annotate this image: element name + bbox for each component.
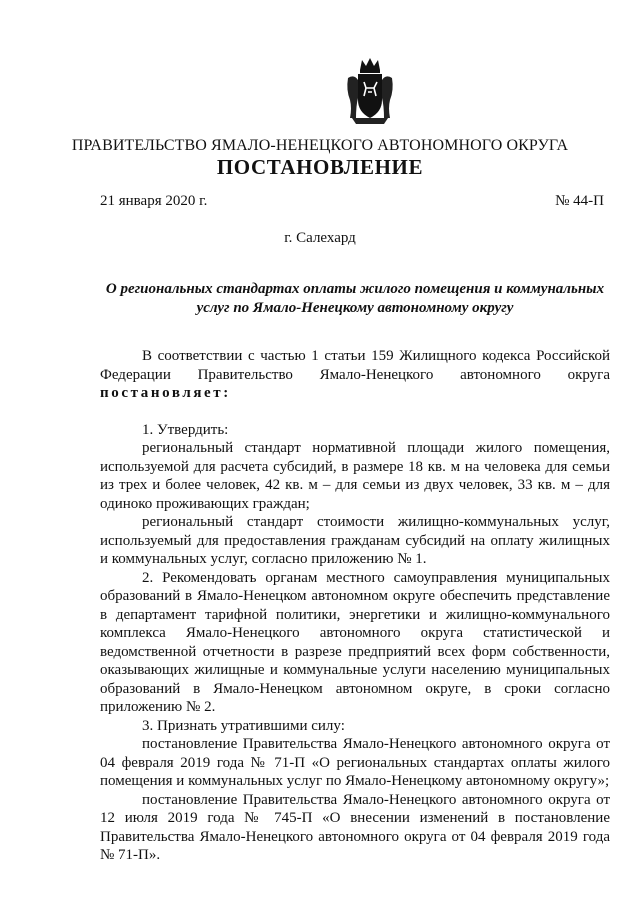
intro-text: В соответствии с частью 1 статьи 159 Жилищного кодекса Российской Федерации Правительство Ямало-Ненецкого автономного округа (100, 348, 610, 383)
government-name: ПРАВИТЕЛЬСТВО ЯМАЛО-НЕНЕЦКОГО АВТОНОМНОГО ОКРУГА (71, 137, 569, 154)
coat-of-arms-emblem (344, 56, 396, 128)
document-title: О региональных стандартах оплаты жилого помещения и коммунальных услуг по Ямало-Ненецкому автономному округу (105, 281, 605, 316)
clause-1-a: региональный стандарт нормативной площади жилого помещения, используемой для расчета субсидий, в размере 18 кв. м на человека для семьи из трех и более человек, 42 кв. м – для семьи из двух человек, 33 кв. м – для одиноко проживающих граждан; (100, 440, 610, 512)
clause-3-a: постановление Правительства Ямало-Ненецкого автономного округа от 04 февраля 2019 года № 71-П «О региональных стандартах оплаты жилого помещения и коммунальных услуг по Ямало-Ненецкому автономному округу»; (100, 736, 610, 789)
document-city: г. Салехард (284, 230, 356, 246)
clause-1-b: региональный стандарт стоимости жилищно-коммунальных услуг, используемый для предоставления гражданам субсидий на оплату жилищных и коммунальных услуг, согласно приложению № 1. (100, 514, 610, 567)
intro-paragraph (100, 347, 610, 403)
document-number: № 44-П (555, 193, 604, 209)
clause-3-b: постановление Правительства Ямало-Ненецкого автономного округа от 12 июля 2019 года № 745-П «О внесении изменений в постановление Правительства Ямало-Ненецкого автономного округа от 04 февраля 2019 года № 71-П». (100, 791, 610, 863)
clause-1: 1. Утвердить: (142, 421, 229, 438)
document-body (100, 347, 610, 865)
clause-3: 3. Признать утратившими силу: (142, 717, 345, 734)
decree-word: постановляет: (100, 385, 231, 401)
clause-2: 2. Рекомендовать органам местного самоуправления муниципальных образований в Ямало-Ненецком автономном округе обеспечить представление в департамент тарифной политики, энергетики и жилищно-коммунального комплекса Ямало-Ненецкого автономного округа статистической и ведомственной отчетности в разрезе предприятий всех форм собственности, оказывающих жилищные и коммунальные услуги населению муниципальных образований в Ямало-Ненецком автономном округе, в сроки согласно приложению № 2. (100, 569, 610, 715)
document-date: 21 января 2020 г. (100, 193, 208, 209)
document-type: ПОСТАНОВЛЕНИЕ (216, 155, 424, 179)
